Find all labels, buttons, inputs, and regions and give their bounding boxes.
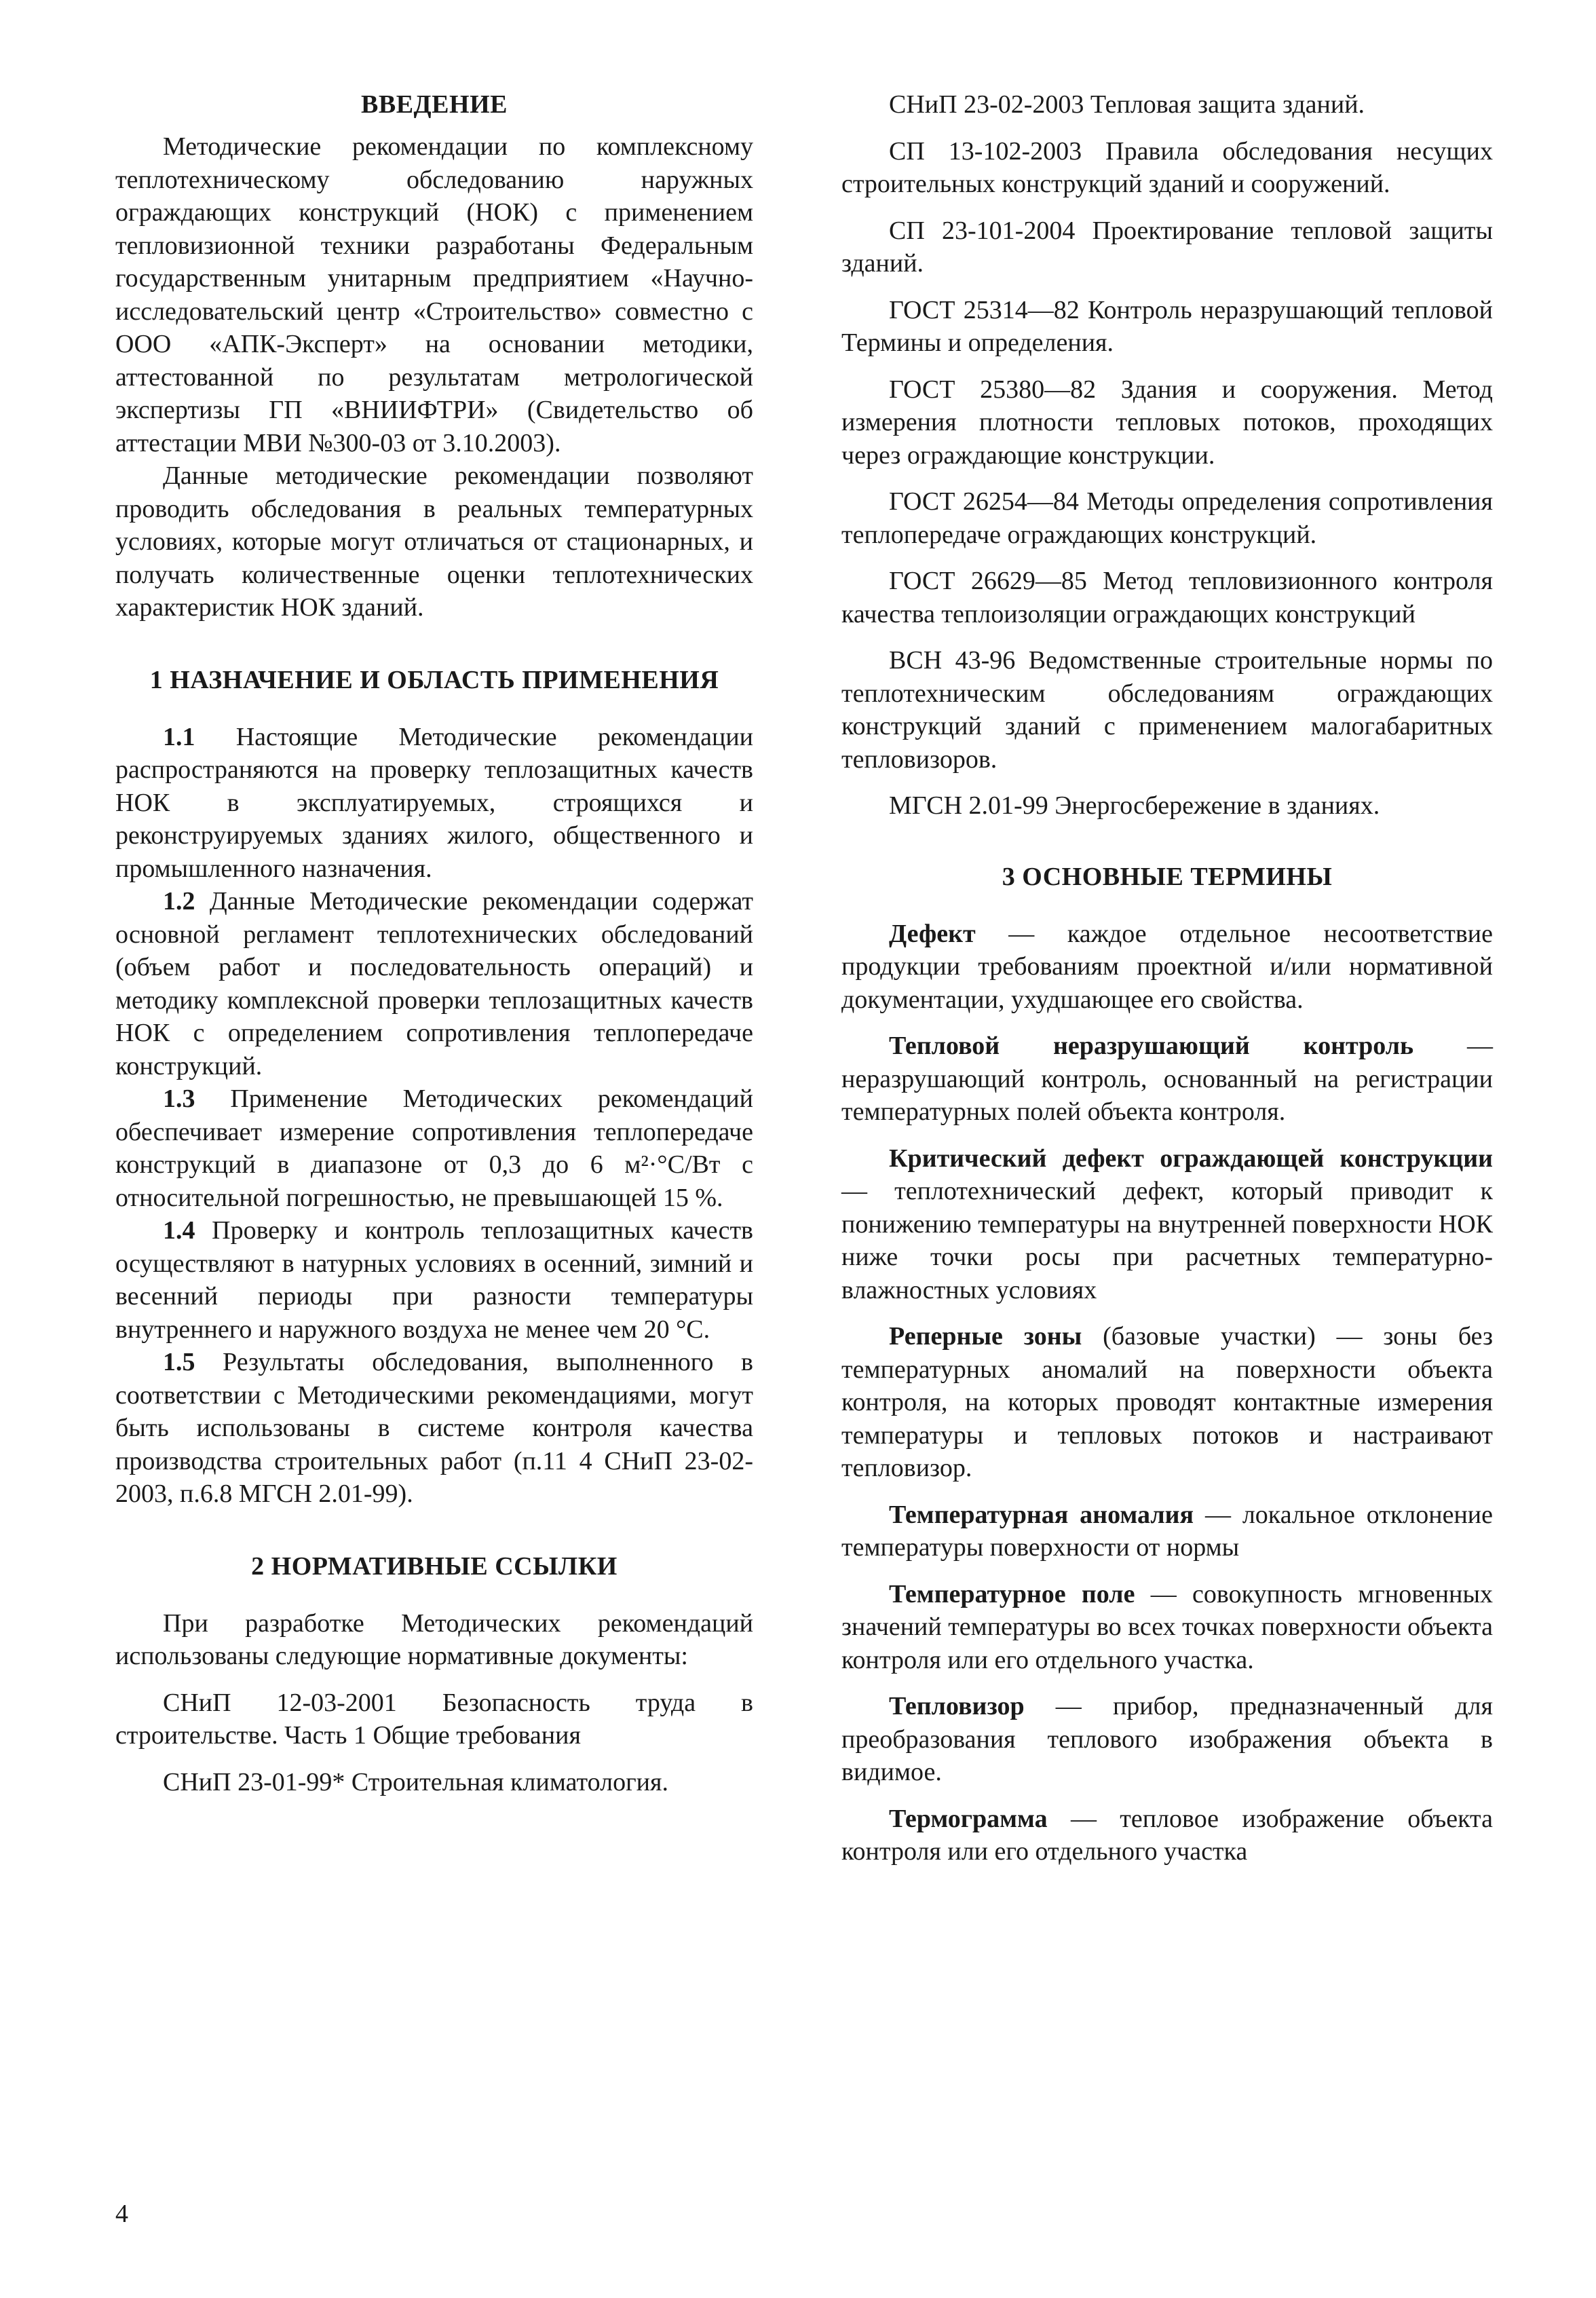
clause-number: 1.4 (163, 1216, 195, 1245)
reference-item: ГОСТ 25314—82 Контроль неразрушающий тепловой Термины и определения. (841, 295, 1493, 357)
reference-item: МГСН 2.01-99 Энергосбережение в зданиях. (889, 791, 1380, 820)
term-definition (841, 1578, 1493, 1677)
term-definition (841, 1690, 1493, 1789)
term-definition (841, 1499, 1493, 1564)
right-column (841, 88, 1493, 1882)
clause-text: Проверку и контроль теплозащитных качеств осуществляют в натурных условиях в осенний, зимний и весенний периоды при разности температуры внутреннего и наружного воздуха не менее чем 20 °С. (115, 1216, 753, 1344)
reference-item: СНиП 12-03-2001 Безопасность труда в строительстве. Часть 1 Общие требования (115, 1688, 753, 1750)
term-definition (841, 1142, 1493, 1307)
intro-paragraph-1: Методические рекомендации по комплексному теплотехническому обследованию наружных ограждающих конструкций (НОК) с применением тепловизионной техники разработаны Федеральным государственным унитарным предприятием «Научно-исследовательский центр «Строительство» совместно с ООО «АПК-Эксперт» на основании методики, аттестованной по результатам метрологической экспертизы ГП «ВНИИФТРИ» (Свидетельство об аттестации МВИ №300-03 от 3.10.2003). (115, 132, 753, 457)
page-number: 4 (115, 2200, 128, 2228)
reference-item: ВСН 43-96 Ведомственные строительные нормы по теплотехническим обследованиям ограждающих конструкций зданий с применением малогабаритных тепловизоров. (841, 646, 1493, 774)
term-text: — каждое отдельное несоответствие продукции требованиям проектной и/или нормативной документации, ухудшающее его свойства. (841, 919, 1493, 1014)
term-name: Температурное поле (889, 1579, 1135, 1608)
intro-paragraph-2: Данные методические рекомендации позволяют проводить обследования в реальных температурных условиях, которые могут отличаться от стационарных, и получать количественные оценки теплотехнических характеристик НОК зданий. (115, 462, 753, 622)
left-column (115, 88, 753, 1812)
clause-number: 1.5 (163, 1348, 195, 1376)
clause-text: Настоящие Методические рекомендации распространяются на проверку теплозащитных качеств НОК в эксплуатируемых, строящихся и реконструируемых зданиях жилого, общественного и промышленного назначения. (115, 722, 753, 883)
reference-item: ГОСТ 25380—82 Здания и сооружения. Метод измерения плотности тепловых потоков, проходящих через ограждающие конструкции. (841, 375, 1493, 470)
term-definition (841, 1030, 1493, 1129)
section2-intro: При разработке Методических рекомендаций использованы следующие нормативные документы: (115, 1608, 753, 1670)
clause-text: Применение Методических рекомендаций обеспечивает измерение сопротивления теплопередаче конструкций в диапазоне от 0,3 до 6 м²·°С/Вт с относительной погрешностью, не превышающей 15 %. (115, 1085, 753, 1212)
clause-text: Результаты обследования, выполненного в соответствии с Методическими рекомендациями, могут быть использованы в системе контроля качества производства строительных работ (п.11 4 СНиП 23-02-2003, п.6.8 МГСН 2.01-99). (115, 1348, 753, 1508)
clause-1-2 (115, 885, 753, 1082)
term-name: Тепловой неразрушающий контроль (889, 1032, 1414, 1060)
reference-item: СНиП 23-01-99* Строительная климатология. (163, 1767, 668, 1796)
intro-heading: ВВЕДЕНИЕ (361, 90, 508, 119)
term-definition (841, 918, 1493, 1017)
term-text: — локальное отклонение температуры поверхности от нормы (841, 1500, 1493, 1562)
term-text: — совокупность мгновенных значений температуры во всех точках поверхности объекта контроля или его отдельного участка. (841, 1579, 1493, 1674)
section3-heading: 3 ОСНОВНЫЕ ТЕРМИНЫ (1002, 862, 1333, 891)
clause-1-4 (115, 1214, 753, 1346)
term-definition (841, 1320, 1493, 1485)
term-text: — прибор, предназначенный для преобразования теплового изображения объекта в видимое. (841, 1692, 1493, 1786)
term-text: — неразрушающий контроль, основанный на регистрации температурных полей объекта контроля. (841, 1032, 1493, 1126)
clause-text: Данные Методические рекомендации содержат основной регламент теплотехнических обследований (объем работ и последовательность операций) и методику комплексной проверки теплозащитных качеств НОК с определением сопротивления теплопередаче конструкций. (115, 887, 753, 1080)
section1-heading: 1 НАЗНАЧЕНИЕ И ОБЛАСТЬ ПРИМЕНЕНИЯ (149, 665, 719, 694)
reference-item: СП 13-102-2003 Правила обследования несущих строительных конструкций зданий и сооружений. (841, 136, 1493, 198)
reference-item: СП 23-101-2004 Проектирование тепловой защиты зданий. (841, 216, 1493, 278)
reference-item: СНиП 23-02-2003 Тепловая защита зданий. (889, 90, 1365, 119)
clause-1-5 (115, 1346, 753, 1511)
term-text: (базовые участки) — зоны без температурных аномалий на поверхности объекта контроля, на которых проводят контактные измерения температуры и тепловых потоков и настраивают тепловизор. (841, 1322, 1493, 1482)
term-name: Тепловизор (889, 1692, 1025, 1720)
reference-item: ГОСТ 26629—85 Метод тепловизионного контроля качества теплоизоляции ограждающих конструкций (841, 567, 1493, 628)
term-name: Реперные зоны (889, 1322, 1082, 1351)
term-name: Температурная аномалия (889, 1500, 1194, 1529)
term-text: — теплотехнический дефект, который приводит к понижению температуры на внутренней поверхности НОК ниже точки росы при расчетных температурно-влажностных условиях (841, 1177, 1493, 1304)
term-definition (841, 1803, 1493, 1868)
term-text: — тепловое изображение объекта контроля или его отдельного участка (841, 1804, 1493, 1866)
clause-number: 1.2 (163, 887, 195, 916)
reference-item: ГОСТ 26254—84 Методы определения сопротивления теплопередаче ограждающих конструкций. (841, 487, 1493, 549)
clause-1-3 (115, 1082, 753, 1214)
term-name: Дефект (889, 919, 976, 948)
section2-heading: 2 НОРМАТИВНЫЕ ССЫЛКИ (251, 1551, 618, 1581)
term-name: Критический дефект ограждающей конструкции (889, 1144, 1493, 1173)
clause-number: 1.3 (163, 1085, 195, 1113)
clause-number: 1.1 (163, 722, 195, 751)
term-name: Термограмма (889, 1804, 1048, 1833)
clause-1-1 (115, 721, 753, 886)
